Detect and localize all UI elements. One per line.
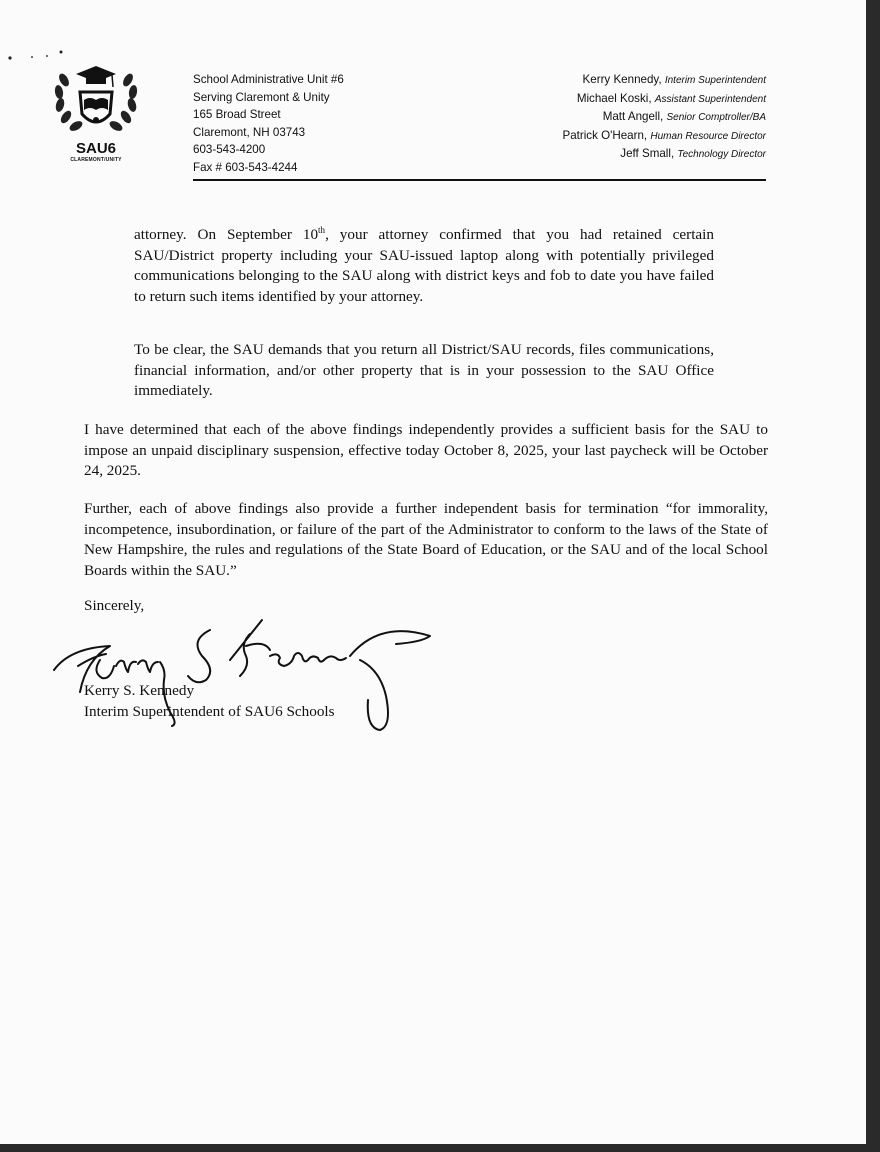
paragraph-demand: To be clear, the SAU demands that you return all District/SAU records, files communications, financial information, and/or other property that is in your possession to the SAU Office immediately. — [134, 341, 714, 399]
closing: Sincerely, — [84, 597, 145, 614]
staff-title: Human Resource Director — [650, 130, 766, 142]
staff-list — [562, 71, 766, 164]
address-line: 603-543-4200 — [193, 143, 266, 157]
staff-title: Technology Director — [677, 149, 766, 161]
staff-title: Interim Superintendent — [664, 75, 766, 86]
staff-line — [562, 108, 766, 127]
paragraph-text: , your attorney confirmed that you had retained certain SAU/District property including your SAU-issued laptop along with potentially privileged communications belonging to the SAU along with district keys and fob to date you have failed to return such items identified by your attorney. — [134, 226, 714, 305]
address-block — [193, 71, 344, 177]
staff-name: Michael Koski, — [576, 91, 652, 105]
address-line: 165 Broad Street — [193, 108, 281, 122]
letterhead-divider — [193, 179, 766, 181]
laurel-crest-icon — [50, 58, 142, 140]
staff-name: Patrick O'Hearn, — [562, 128, 648, 142]
paragraph-text: attorney. On September 10 — [134, 226, 319, 244]
logo-title: SAU6 — [75, 140, 116, 157]
staff-name: Kerry Kennedy, — [582, 73, 662, 86]
logo-subtitle: CLAREMONT/UNITY — [70, 157, 122, 163]
paragraph-suspension: I have determined that each of the above findings independently provides a sufficient basis for the SAU to impose an unpaid disciplinary suspension, effective today October 8, 2025, your last paycheck will be October 24, 2025. — [84, 421, 768, 479]
paragraph-attorney — [134, 220, 714, 307]
staff-name: Matt Angell, — [602, 110, 664, 124]
signer-name: Kerry S. Kennedy — [84, 682, 195, 699]
staff-title: Senior Comptroller/BA — [666, 112, 766, 124]
staff-line — [562, 127, 766, 146]
signer-title: Interim Superintendent of SAU6 Schools — [84, 702, 335, 720]
address-line: Serving Claremont & Unity — [193, 90, 330, 104]
staff-line — [562, 145, 766, 164]
ordinal-suffix: th — [318, 225, 326, 235]
address-line: Claremont, NH 03743 — [193, 125, 306, 139]
staff-line — [562, 90, 766, 109]
address-line: School Administrative Unit #6 — [193, 73, 344, 86]
paragraph-termination: Further, each of above findings also provide a further independent basis for termination “for immorality, incompetence, insubordination, or failure of the part of the Administrator to conform to the laws of the State of New Hampshire, the rules and regulations of the State Board of Education, or the SAU and of the local School Boards within the SAU.” — [84, 500, 768, 579]
address-line: Fax # 603-543-4244 — [193, 160, 298, 174]
staff-line — [562, 71, 766, 90]
signature-block — [84, 681, 335, 722]
sau6-logo — [50, 58, 142, 166]
staff-title: Assistant Superintendent — [654, 93, 766, 105]
staff-name: Jeff Small, — [620, 147, 675, 161]
